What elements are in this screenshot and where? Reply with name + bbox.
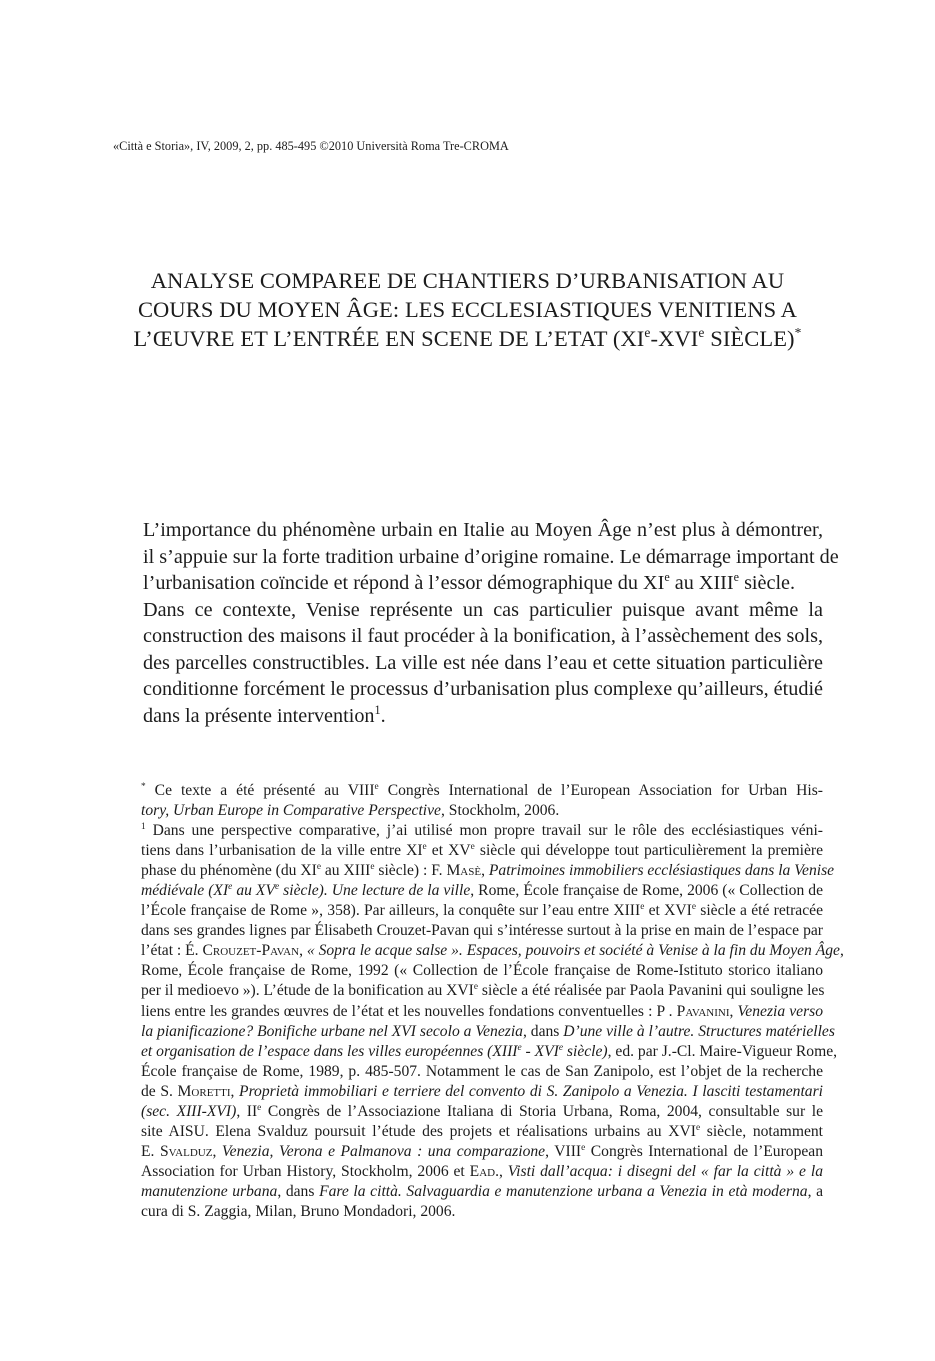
body-paragraph: L’importance du phénomène urbain en Italie au Moyen Âge n’est plus à démontrer, il s’appuie sur la forte tradition urbaine d’origine romaine. Le démarrage important de l’urbanisation coïncide et répond à l’essor démographique du XIe au XIIIe siècle. (143, 519, 839, 594)
body-text (113, 517, 839, 729)
footnote-ref: 1 (374, 702, 381, 717)
article-title (100, 266, 835, 353)
footnote: $^1$ Dans une perspective comparative, j’ai utilisé mon propre travail sur le rôle des ecclésiastiques véni- tiens dans l’urbanisation de la ville entre XIe et XVe siècle qui développe tout particulièrement la première phase du phénomène (du XIe au XIIIe siècle) : F. Masè, Patrimoines immobiliers ecclésiastiques dans la Venise médiévale (XIe au XVe siècle). Une lecture de la ville, Rome, École française de Rome, 2006 (« Collection de l’École française de Rome », 358). Par ailleurs, la conquête sur l’eau entre XIIIe et XVIe siècle a été retracée dans ses grandes lignes par Élisabeth Crouzet-Pavan qui s’intéresse surtout à la prise en main de l’espace par l’état : É. Crouzet-Pavan, « Sopra le acque salse ». Espaces, pouvoirs et société à Venise à la fin du Moyen Âge, Rome, École française de Rome, 1992 (« Collection de l’École française de Rome-Istituto storico italiano per il medioevo »). L’étude de la bonification au XVIe siècle a été réalisée par Paola Pavanini qui souligne les liens entre les grandes œuvres de l’état et les nouvelles fondations conventuelles : P . Pavanini, Venezia verso la pianificazione? Bonifiche urbane nel XVI secolo a Venezia, dans D’une ville à l’autre. Structures matérielles et organisation de l’espace dans les villes européennes (XIIIe - XVIe siècle), ed. par J.-Cl. Maire-Vigueur Rome, École française de Rome, 1989, p. 485-507. Notamment le cas de San Zanipolo, est l’objet de la recherche de S. Moretti, Proprietà immobiliari e terriere del convento di S. Zanipolo a Venezia. I lasciti testamentari (sec. XIII-XVI), IIe Congrès de l’Associazione Italiana di Storia Urbana, Roma, 2004, consultable sur le site AISU. Elena Svalduz poursuit l’étude des projets et réalisations urbains au XVIe siècle, notamment E. Svalduz, Venezia, Verona e Palmanova : una comparazione, VIIIe Congrès International de l’European Association for Urban History, Stockholm, 2006 et Ead., Visti dall’acqua: i disegni del « far la città » e la manutenzione urbana, dans Fare la città. Salvaguardia e manutenzione urbana a Venezia in età moderna, a cura di S. Zaggia, Milan, Bruno Mondadori, 2006. (141, 822, 844, 1220)
body-paragraph: Dans ce contexte, Venise représente un cas particulier puisque avant même la construction des maisons il faut procéder à la bonification, à l’assèchement des sols, des parcelles constructibles. La ville est née dans l’eau et cette situation particulière conditionne forcément le processus d’urbanisation plus complexe qu’ailleurs, étudié dans la présente intervention$^1$. (143, 598, 824, 727)
footnote: * Ce texte a été présenté au VIIIe Congrès International de l’European Association for Urban His- tory, Urban Europe in Comparative Perspective, Stockholm, 2006. (141, 781, 823, 820)
title-line: COURS DU MOYEN ÂGE: LES ECCLESIASTIQUES VENITIENS A (137, 297, 798, 322)
footnotes (113, 781, 844, 1222)
running-head: «Città e Storia», IV, 2009, 2, pp. 485-495 ©2010 Università Roma Tre-CROMA (113, 139, 509, 153)
title-line: L’ŒUVRE ET L’ENTRÉE EN SCENE DE L’ETAT (XIe-XVIe SIÈCLE)* (133, 325, 802, 351)
title-line: ANALYSE COMPAREE DE CHANTIERS D’URBANISATION AU (150, 268, 785, 293)
title-footnote-mark: * (794, 325, 802, 341)
